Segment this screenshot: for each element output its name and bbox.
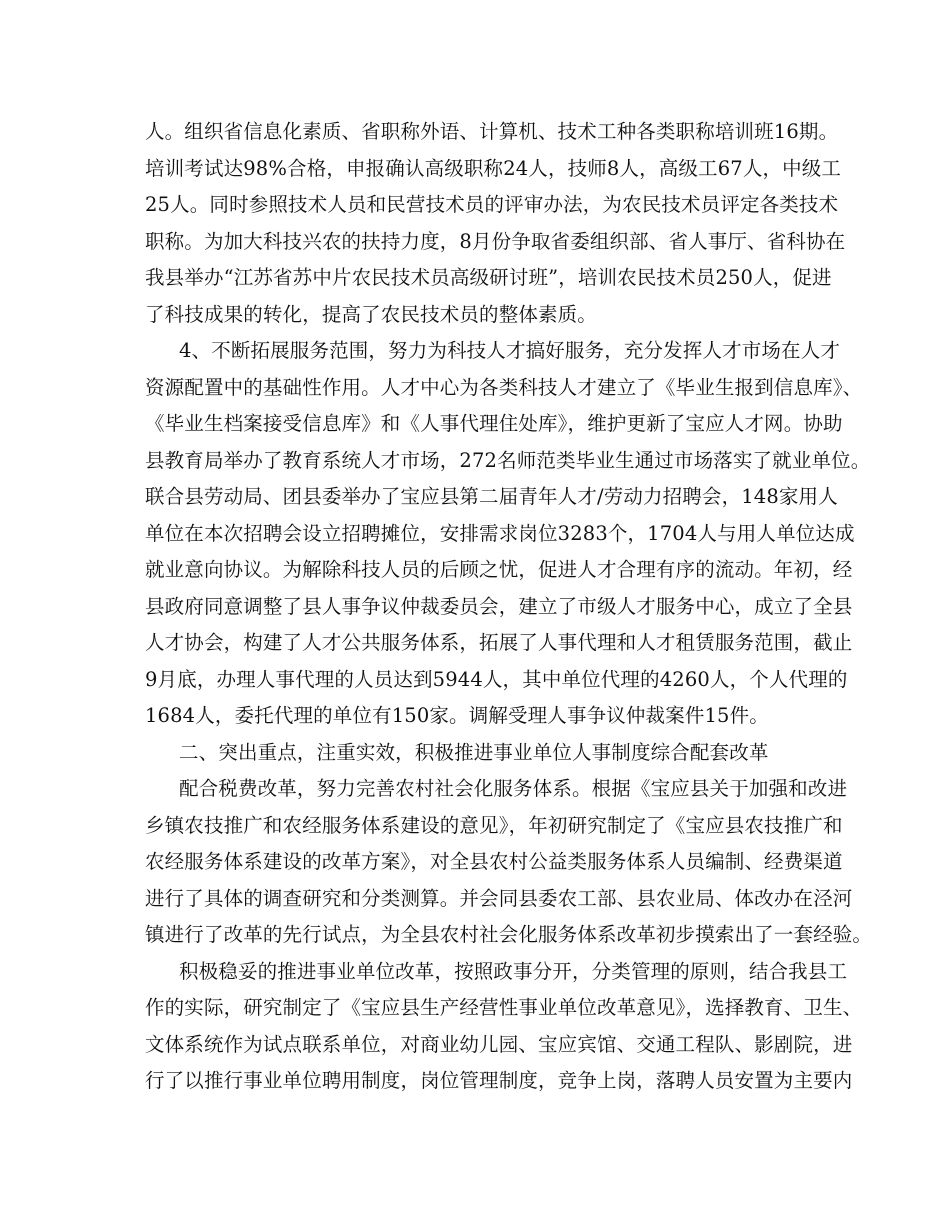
text-line: 资源配置中的基础性作用。人才中心为各类科技人才建立了《毕业生报到信息库》、: [145, 375, 863, 399]
text-line: 9月底，办理人事代理的人员达到5944人，其中单位代理的4260人，个人代理的: [145, 667, 848, 691]
text-line: 文体系统作为试点联系单位，对商业幼儿园、宝应宾馆、交通工程队、影剧院，进: [145, 1032, 853, 1056]
text-line: 就业意向协议。为解除科技人员的后顾之忧，促进人才合理有序的流动。年初，经: [145, 558, 853, 581]
paragraph-first-line: 4、不断拓展服务范围，努力为科技人才搞好服务，充分发挥人才市场在人才: [179, 339, 841, 362]
text-line: 乡镇农技推广和农经服务体系建设的意见》，年初研究制定了《宝应县农技推广和: [145, 813, 843, 837]
text-line: 人。组织省信息化素质、省职称外语、计算机、技术工种各类职称培训班16期。: [145, 120, 839, 143]
text-line: 作的实际，研究制定了《宝应县生产经营性事业单位改革意见》，选择教育、卫生、: [145, 996, 863, 1019]
text-line: 25人。同时参照技术人员和民营技术员的评审办法，为农民技术员评定各类技术: [145, 193, 839, 216]
text-line: 进行了具体的调查研究和分类测算。并会同县委农工部、县农业局、体改办在泾河: [145, 886, 853, 910]
text-line: 联合县劳动局、团县委举办了宝应县第二届青年人才/劳动力招聘会，148家用人: [145, 485, 838, 508]
text-line: 培训考试达98%合格，申报确认高级职称24人，技师8人，高级工67人，中级工: [145, 156, 842, 180]
paragraph-first-line: 二、突出重点，注重实效，积极推进事业单位人事制度综合配套改革: [179, 740, 769, 764]
text-line: 职称。为加大科技兴农的扶持力度，8月份争取省委组织部、省人事厅、省科协在: [145, 229, 846, 253]
paragraph-first-line: 积极稳妥的推进事业单位改革，按照政事分开，分类管理的原则，结合我县工: [179, 959, 848, 983]
text-line: 县教育局举办了教育系统人才市场，272名师范类毕业生通过市场落实了就业单位。: [145, 448, 871, 472]
text-line: 单位在本次招聘会设立招聘摊位，安排需求岗位3283个，1704人与用人单位达成: [145, 521, 855, 545]
paragraph-first-line: 配合税费改革，努力完善农村社会化服务体系。根据《宝应县关于加强和改进: [179, 777, 848, 800]
text-line: 我县举办“江苏省苏中片农民技术员高级研讨班”，培训农民技术员250人，促进: [145, 266, 832, 289]
text-line: 县政府同意调整了县人事争议仲裁委员会，建立了市级人才服务中心，成立了全县: [145, 594, 853, 618]
body-text: [145, 114, 873, 1100]
text-line: 行了以推行事业单位聘用制度，岗位管理制度，竞争上岗，落聘人员安置为主要内: [145, 1069, 853, 1092]
text-line: 镇进行了改革的先行试点，为全县农村社会化服务体系改革初步摸索出了一套经验。: [145, 923, 873, 946]
text-line: 人才协会，构建了人才公共服务体系，拓展了人事代理和人才租赁服务范围，截止: [145, 631, 853, 654]
text-line: 了科技成果的转化，提高了农民技术员的整体素质。: [145, 302, 597, 326]
text-line: 农经服务体系建设的改革方案》，对全县农村公益类服务体系人员编制、经费渠道: [145, 850, 843, 873]
text-line: 《毕业生档案接受信息库》和《人事代理住处库》，维护更新了宝应人才网。协助: [145, 412, 843, 435]
text-line: 1684人，委托代理的单位有150家。调解受理人事争议仲裁案件15件。: [145, 704, 769, 727]
